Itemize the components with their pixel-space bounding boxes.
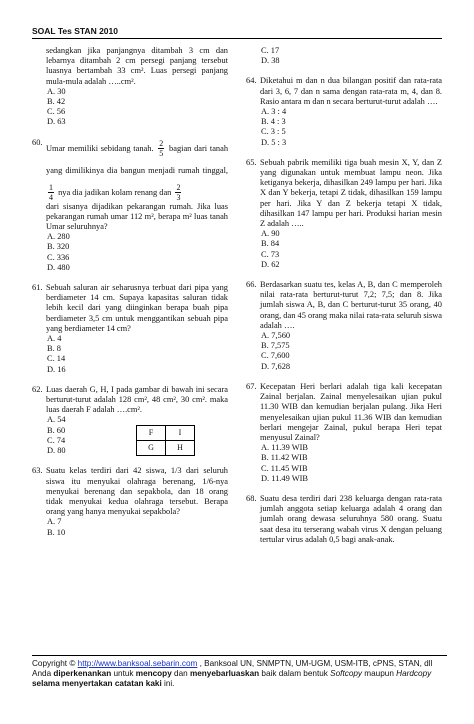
option: C. 3 : 5 xyxy=(261,127,286,137)
footer-bold-text: menyebarluaskan xyxy=(189,669,260,678)
page-header xyxy=(32,26,442,39)
question-text: Kecepatan Heri berlari adalah tiga kali kecepatan Zainal berjalan. Zainal menyelesaikan ujian pukul 11.30 WIB dan kemudian berjalan pulang. Jika Heri menyelesaikan ujian pukul 11.36 WIB dan kemudian berlari mengejar Zainal, pukul berapa Heri tepat menyusul Zainal? xyxy=(260,381,442,442)
question-64 xyxy=(246,76,442,147)
option: D. 480 xyxy=(47,262,70,272)
option: D. 38 xyxy=(261,56,280,66)
question-67 xyxy=(246,382,442,484)
question-number: 63. xyxy=(32,466,43,476)
left-column xyxy=(32,46,228,548)
option: C. 336 xyxy=(47,252,70,262)
question-text-part: dari sisanya dijadikan pekarangan rumah. Jika luas pekarangan rumah umar 112 m², berapa m² luas tanah Umar seluruhnya? xyxy=(46,201,228,232)
footer-bold-text: selama menyertakan catatan kaki xyxy=(32,679,162,688)
fraction-denominator: 4 xyxy=(49,193,53,203)
question-text: Sebuah pabrik memiliki tiga buah mesin X, Y, dan Z yang digunakan untuk membuat lampu neon. Jika ketiganya bekerja, dihasilkan 249 lampu per hari. Jika X dan Y bekerja, tetapi Z tidak, dihasilkan 159 lampu per hari. Jika Y dan Z bekerja tetapi X tidak, dihasilkan 147 lampu per hari. Produksi harian mesin Z adalah ….. xyxy=(260,157,442,229)
option: D. 5 : 3 xyxy=(261,137,287,147)
cell-g: G xyxy=(137,441,166,456)
question-text-part: nya dia jadikan kolam renang dan xyxy=(58,187,172,197)
fraction-numerator: 2 xyxy=(159,139,164,149)
option: A. 4 xyxy=(47,334,62,344)
option: C. 73 xyxy=(261,249,280,259)
option: A. 7 xyxy=(47,517,62,527)
question-text xyxy=(46,138,228,204)
option: A. 7,560 xyxy=(261,331,291,341)
question-number: 60. xyxy=(32,137,43,147)
fraction xyxy=(48,183,54,202)
option: A. 280 xyxy=(47,232,70,242)
fraction xyxy=(158,139,164,158)
option: A. 90 xyxy=(261,229,280,239)
question-66 xyxy=(246,280,442,372)
question-63 xyxy=(32,466,228,537)
option: D. 62 xyxy=(261,259,280,269)
question-text: sedangkan jika panjangnya ditambah 3 cm dan lebarnya ditambah 2 cm persegi panjang tersebut luasnya bertambah 33 cm². Luas persegi panjang mula-mula adalah …..cm². xyxy=(46,46,228,86)
question-text: Sebuah saluran air seharusnya terbuat dari pipa yang berdiameter 14 cm. Supaya kapasitas saluran tidak lebih kecil dari yang diinginkan berapa buah pipa berdiameter 3,5 cm untuk menggantikan sebuah pipa yang berdiameter 14 cm? xyxy=(46,283,228,333)
option: D. 80 xyxy=(47,446,66,456)
option: C. 74 xyxy=(47,435,66,445)
fraction-denominator: 5 xyxy=(159,149,164,159)
option: D. 7,628 xyxy=(261,361,291,371)
option: B. 10 xyxy=(47,527,66,537)
fraction-numerator: 1 xyxy=(49,183,53,193)
page-footer xyxy=(32,655,447,689)
footer-italic-text: Hardcopy xyxy=(396,669,432,678)
options-and-figure xyxy=(46,415,228,456)
question-59-continuation xyxy=(32,46,228,128)
footer-bold-text: diperkenankan xyxy=(53,669,112,678)
option: A. 54 xyxy=(47,415,66,425)
footer-link[interactable]: http://www.banksoal.sebarin.com xyxy=(77,659,198,668)
option: B. 4 : 3 xyxy=(261,117,286,127)
fraction-denominator: 3 xyxy=(176,193,181,203)
option: B. 84 xyxy=(261,239,280,249)
question-number: 62. xyxy=(32,384,43,394)
question-text: Suatu kelas terdiri dari 42 siswa, 1/3 dari seluruh siswa itu menyukai olahraga berenang, 1/6-nya menyukai berenang dan sepakbola, dan 18 orang tidak menyukai kedua olahraga tersebut. Berapa orang yang hanya menyukai sepakbola? xyxy=(46,466,228,517)
option: C. 11.45 WIB xyxy=(261,463,308,473)
option: B. 42 xyxy=(47,97,66,107)
option: B. 8 xyxy=(47,344,61,354)
question-number: 64. xyxy=(246,76,257,86)
footer-text: baik dalam bentuk xyxy=(259,669,331,678)
option: A. 30 xyxy=(47,86,66,96)
option: D. 63 xyxy=(47,117,66,127)
question-61 xyxy=(32,283,228,375)
question-text: Suatu desa terdiri dari 238 keluarga dengan rata-rata jumlah anggota setiap keluarga adalah 4 orang dan jumlah orang dewasa seluruhnya 580 orang. Suatu saat desa itu terserang wabah virus X dengan peluang tertular virus adalah 0,5 bagi anak-anak. xyxy=(260,493,442,544)
option: B. 60 xyxy=(47,425,66,435)
question-63-continuation xyxy=(246,46,442,66)
right-column xyxy=(246,46,442,555)
question-60 xyxy=(32,138,228,273)
area-figure xyxy=(136,425,195,456)
option: D. 11.49 WIB xyxy=(261,473,308,483)
cell-h: H xyxy=(166,441,195,456)
question-number: 66. xyxy=(246,280,257,290)
question-number: 67. xyxy=(246,381,257,391)
question-text: Luas daerah G, H, I pada gambar di bawah ini secara berturut-turut adalah 128 cm², 48 cm², 30 cm². maka luas daerah F adalah ….cm². xyxy=(46,384,228,415)
footer-text: ini. xyxy=(161,679,175,688)
footer-text: maupun xyxy=(362,669,397,678)
option: B. 11.42 WIB xyxy=(261,453,308,463)
question-65 xyxy=(246,158,442,270)
option: A. 11.39 WIB xyxy=(261,443,308,453)
cell-i: I xyxy=(166,426,195,441)
options xyxy=(46,415,116,456)
option: C. 56 xyxy=(47,107,66,117)
question-text-part: bagian dari tanah yang dimilikinya dia bangun menjadi rumah tinggal, xyxy=(46,143,229,175)
fraction xyxy=(175,183,181,202)
footer-bold-text: mencopy xyxy=(135,669,172,678)
footer-text: , Banksoal UN, SNMPTN, UM-UGM, USM-ITB, cPNS, STAN, dll Anda xyxy=(32,659,433,678)
question-68 xyxy=(246,494,442,545)
option: A. 3 : 4 xyxy=(261,107,287,117)
option: D. 16 xyxy=(47,364,66,374)
question-number: 61. xyxy=(32,283,43,293)
footer-copyright: Copyright © xyxy=(32,659,76,668)
question-text-part: Umar memiliki sebidang tanah. xyxy=(46,143,154,153)
question-text: Diketahui m dan n dua bilangan positif dan rata-rata dari 3, 6, 7 dan n sama dengan rata-rata m, 4, dan 8. Rasio antara m dan n secara berturut-turut adalah …. xyxy=(260,76,442,106)
header-title: SOAL Tes STAN 2010 xyxy=(32,26,118,36)
footer-text: dan xyxy=(171,669,190,678)
cell-f: F xyxy=(137,426,166,441)
option: C. 7,600 xyxy=(261,351,290,361)
question-number: 68. xyxy=(246,493,257,503)
footer-italic-text: Softcopy xyxy=(330,669,363,678)
option: B. 7,575 xyxy=(261,341,290,351)
question-62 xyxy=(32,385,228,456)
footer-text: untuk xyxy=(111,669,136,678)
fraction-numerator: 2 xyxy=(176,183,181,193)
question-number: 65. xyxy=(246,157,257,167)
option: C. 17 xyxy=(261,46,280,55)
option: B. 320 xyxy=(47,242,70,252)
option: C. 14 xyxy=(47,354,66,364)
question-text: Berdasarkan suatu tes, kelas A, B, dan C memperoleh nilai rata-rata berturut-turut 7,2; 7,5; dan 8. Jika jumlah siswa A, B, dan C berturut-turut 35 orang, 40 orang, dan 45 orang maka nilai rata-rata seluruh siswa adalah …. xyxy=(260,280,442,330)
